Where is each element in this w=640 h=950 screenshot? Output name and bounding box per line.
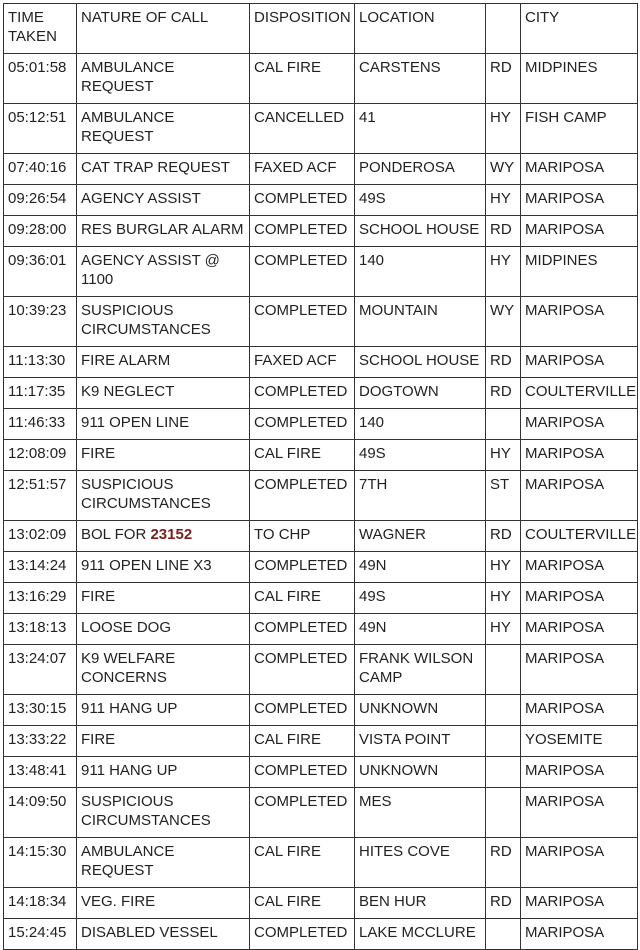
disposition-cell: CAL FIRE xyxy=(250,54,355,104)
city-cell: MARIPOSA xyxy=(521,297,638,347)
location-cell: FRANK WILSON CAMP xyxy=(355,645,486,695)
table-row xyxy=(4,888,638,919)
location-cell: VISTA POINT xyxy=(355,726,486,757)
street-suffix-cell: RD xyxy=(486,521,521,552)
disposition-cell: COMPLETED xyxy=(250,695,355,726)
location-cell: 49N xyxy=(355,552,486,583)
time-cell: 13:16:29 xyxy=(4,583,77,614)
street-suffix-cell xyxy=(486,409,521,440)
location-cell: 49S xyxy=(355,583,486,614)
disposition-cell: COMPLETED xyxy=(250,378,355,409)
table-row xyxy=(4,409,638,440)
table-row xyxy=(4,104,638,154)
location-cell: 140 xyxy=(355,409,486,440)
header-suffix xyxy=(486,4,521,54)
nature-cell: 911 OPEN LINE xyxy=(77,409,250,440)
nature-cell: VEG. FIRE xyxy=(77,888,250,919)
disposition-cell: COMPLETED xyxy=(250,409,355,440)
time-cell: 14:15:30 xyxy=(4,838,77,888)
street-suffix-cell: RD xyxy=(486,347,521,378)
time-cell: 11:17:35 xyxy=(4,378,77,409)
disposition-cell: CAL FIRE xyxy=(250,440,355,471)
street-suffix-cell xyxy=(486,757,521,788)
city-cell: MARIPOSA xyxy=(521,614,638,645)
time-cell: 13:48:41 xyxy=(4,757,77,788)
nature-cell: K9 WELFARE CONCERNS xyxy=(77,645,250,695)
code-highlight: 23152 xyxy=(150,526,193,543)
location-cell: UNKNOWN xyxy=(355,695,486,726)
nature-cell: AMBULANCE REQUEST xyxy=(77,54,250,104)
location-cell: WAGNER xyxy=(355,521,486,552)
time-cell: 13:33:22 xyxy=(4,726,77,757)
disposition-cell: COMPLETED xyxy=(250,552,355,583)
city-cell: MARIPOSA xyxy=(521,645,638,695)
table-row xyxy=(4,552,638,583)
disposition-cell: COMPLETED xyxy=(250,297,355,347)
time-cell: 09:26:54 xyxy=(4,185,77,216)
table-row xyxy=(4,440,638,471)
city-cell: MARIPOSA xyxy=(521,409,638,440)
location-cell: BEN HUR xyxy=(355,888,486,919)
city-cell: MARIPOSA xyxy=(521,757,638,788)
time-cell: 07:40:16 xyxy=(4,154,77,185)
nature-cell: LOOSE DOG xyxy=(77,614,250,645)
header-disposition: DISPOSITION xyxy=(250,4,355,54)
time-cell: 12:51:57 xyxy=(4,471,77,521)
nature-cell: K9 NEGLECT xyxy=(77,378,250,409)
city-cell: MARIPOSA xyxy=(521,185,638,216)
table-row xyxy=(4,247,638,297)
table-row xyxy=(4,216,638,247)
time-cell: 13:14:24 xyxy=(4,552,77,583)
street-suffix-cell xyxy=(486,645,521,695)
table-row xyxy=(4,583,638,614)
location-cell: CARSTENS xyxy=(355,54,486,104)
street-suffix-cell: HY xyxy=(486,440,521,471)
header-location: LOCATION xyxy=(355,4,486,54)
nature-text: BOL FOR xyxy=(81,526,151,543)
city-cell: MARIPOSA xyxy=(521,788,638,838)
city-cell: COULTERVILLE xyxy=(521,521,638,552)
time-cell: 11:13:30 xyxy=(4,347,77,378)
location-cell: UNKNOWN xyxy=(355,757,486,788)
city-cell: MARIPOSA xyxy=(521,695,638,726)
nature-cell: SUSPICIOUS CIRCUMSTANCES xyxy=(77,297,250,347)
street-suffix-cell: RD xyxy=(486,378,521,409)
time-cell: 11:46:33 xyxy=(4,409,77,440)
street-suffix-cell: HY xyxy=(486,552,521,583)
disposition-cell: COMPLETED xyxy=(250,788,355,838)
city-cell: MARIPOSA xyxy=(521,838,638,888)
location-cell: DOGTOWN xyxy=(355,378,486,409)
time-cell: 14:18:34 xyxy=(4,888,77,919)
table-row xyxy=(4,521,638,552)
street-suffix-cell: ST xyxy=(486,471,521,521)
nature-cell: AGENCY ASSIST @ 1100 xyxy=(77,247,250,297)
disposition-cell: COMPLETED xyxy=(250,247,355,297)
table-row xyxy=(4,54,638,104)
street-suffix-cell: WY xyxy=(486,154,521,185)
city-cell: MIDPINES xyxy=(521,54,638,104)
street-suffix-cell: RD xyxy=(486,888,521,919)
nature-cell: RES BURGLAR ALARM xyxy=(77,216,250,247)
disposition-cell: COMPLETED xyxy=(250,471,355,521)
nature-cell: 911 HANG UP xyxy=(77,695,250,726)
nature-cell: AMBULANCE REQUEST xyxy=(77,838,250,888)
time-cell: 05:01:58 xyxy=(4,54,77,104)
location-cell: 7TH xyxy=(355,471,486,521)
disposition-cell: COMPLETED xyxy=(250,614,355,645)
city-cell: MARIPOSA xyxy=(521,919,638,950)
disposition-cell: CANCELLED xyxy=(250,104,355,154)
location-cell: MOUNTAIN xyxy=(355,297,486,347)
location-cell: 49S xyxy=(355,185,486,216)
location-cell: MES xyxy=(355,788,486,838)
disposition-cell: FAXED ACF xyxy=(250,347,355,378)
disposition-cell: COMPLETED xyxy=(250,185,355,216)
time-cell: 10:39:23 xyxy=(4,297,77,347)
time-cell: 14:09:50 xyxy=(4,788,77,838)
street-suffix-cell xyxy=(486,919,521,950)
location-cell: LAKE MCCLURE xyxy=(355,919,486,950)
time-cell: 09:28:00 xyxy=(4,216,77,247)
city-cell: COULTERVILLE xyxy=(521,378,638,409)
city-cell: FISH CAMP xyxy=(521,104,638,154)
city-cell: MARIPOSA xyxy=(521,552,638,583)
street-suffix-cell: HY xyxy=(486,104,521,154)
location-cell: PONDEROSA xyxy=(355,154,486,185)
street-suffix-cell: RD xyxy=(486,838,521,888)
disposition-cell: TO CHP xyxy=(250,521,355,552)
nature-cell: 911 OPEN LINE X3 xyxy=(77,552,250,583)
nature-cell: FIRE xyxy=(77,583,250,614)
disposition-cell: COMPLETED xyxy=(250,645,355,695)
table-row xyxy=(4,185,638,216)
time-cell: 05:12:51 xyxy=(4,104,77,154)
location-cell: 41 xyxy=(355,104,486,154)
street-suffix-cell xyxy=(486,695,521,726)
street-suffix-cell: RD xyxy=(486,216,521,247)
disposition-cell: CAL FIRE xyxy=(250,888,355,919)
nature-cell: SUSPICIOUS CIRCUMSTANCES xyxy=(77,788,250,838)
header-nature-of-call: NATURE OF CALL xyxy=(77,4,250,54)
street-suffix-cell: HY xyxy=(486,614,521,645)
disposition-cell: COMPLETED xyxy=(250,216,355,247)
nature-cell: AMBULANCE REQUEST xyxy=(77,104,250,154)
location-cell: SCHOOL HOUSE xyxy=(355,216,486,247)
table-row xyxy=(4,788,638,838)
location-cell: HITES COVE xyxy=(355,838,486,888)
nature-cell: CAT TRAP REQUEST xyxy=(77,154,250,185)
header-city: CITY xyxy=(521,4,638,54)
location-cell: 49N xyxy=(355,614,486,645)
nature-cell: FIRE ALARM xyxy=(77,347,250,378)
city-cell: MIDPINES xyxy=(521,247,638,297)
table-row xyxy=(4,757,638,788)
time-cell: 13:30:15 xyxy=(4,695,77,726)
nature-cell xyxy=(77,521,250,552)
table-row xyxy=(4,645,638,695)
time-cell: 13:18:13 xyxy=(4,614,77,645)
disposition-cell: COMPLETED xyxy=(250,757,355,788)
disposition-cell: CAL FIRE xyxy=(250,726,355,757)
city-cell: MARIPOSA xyxy=(521,347,638,378)
location-cell: 49S xyxy=(355,440,486,471)
street-suffix-cell: HY xyxy=(486,247,521,297)
city-cell: MARIPOSA xyxy=(521,888,638,919)
disposition-cell: CAL FIRE xyxy=(250,838,355,888)
nature-cell: 911 HANG UP xyxy=(77,757,250,788)
time-cell: 13:02:09 xyxy=(4,521,77,552)
header-row xyxy=(4,4,638,54)
disposition-cell: COMPLETED xyxy=(250,919,355,950)
table-row xyxy=(4,695,638,726)
time-cell: 13:24:07 xyxy=(4,645,77,695)
disposition-cell: FAXED ACF xyxy=(250,154,355,185)
table-row xyxy=(4,154,638,185)
table-row xyxy=(4,297,638,347)
header-time-taken: TIME TAKEN xyxy=(4,4,77,54)
location-cell: SCHOOL HOUSE xyxy=(355,347,486,378)
nature-cell: FIRE xyxy=(77,726,250,757)
table-row xyxy=(4,838,638,888)
nature-cell: AGENCY ASSIST xyxy=(77,185,250,216)
nature-cell: FIRE xyxy=(77,440,250,471)
disposition-cell: CAL FIRE xyxy=(250,583,355,614)
city-cell: YOSEMITE xyxy=(521,726,638,757)
call-log-body xyxy=(4,54,638,950)
street-suffix-cell: WY xyxy=(486,297,521,347)
nature-cell: SUSPICIOUS CIRCUMSTANCES xyxy=(77,471,250,521)
time-cell: 09:36:01 xyxy=(4,247,77,297)
table-row xyxy=(4,471,638,521)
street-suffix-cell xyxy=(486,788,521,838)
table-row xyxy=(4,347,638,378)
street-suffix-cell: RD xyxy=(486,54,521,104)
time-cell: 15:24:45 xyxy=(4,919,77,950)
location-cell: 140 xyxy=(355,247,486,297)
call-log-table xyxy=(3,3,638,950)
city-cell: MARIPOSA xyxy=(521,471,638,521)
street-suffix-cell: HY xyxy=(486,583,521,614)
nature-cell: DISABLED VESSEL xyxy=(77,919,250,950)
city-cell: MARIPOSA xyxy=(521,216,638,247)
city-cell: MARIPOSA xyxy=(521,583,638,614)
street-suffix-cell xyxy=(486,726,521,757)
city-cell: MARIPOSA xyxy=(521,440,638,471)
table-row xyxy=(4,378,638,409)
street-suffix-cell: HY xyxy=(486,185,521,216)
time-cell: 12:08:09 xyxy=(4,440,77,471)
table-row xyxy=(4,919,638,950)
table-row xyxy=(4,726,638,757)
table-row xyxy=(4,614,638,645)
city-cell: MARIPOSA xyxy=(521,154,638,185)
